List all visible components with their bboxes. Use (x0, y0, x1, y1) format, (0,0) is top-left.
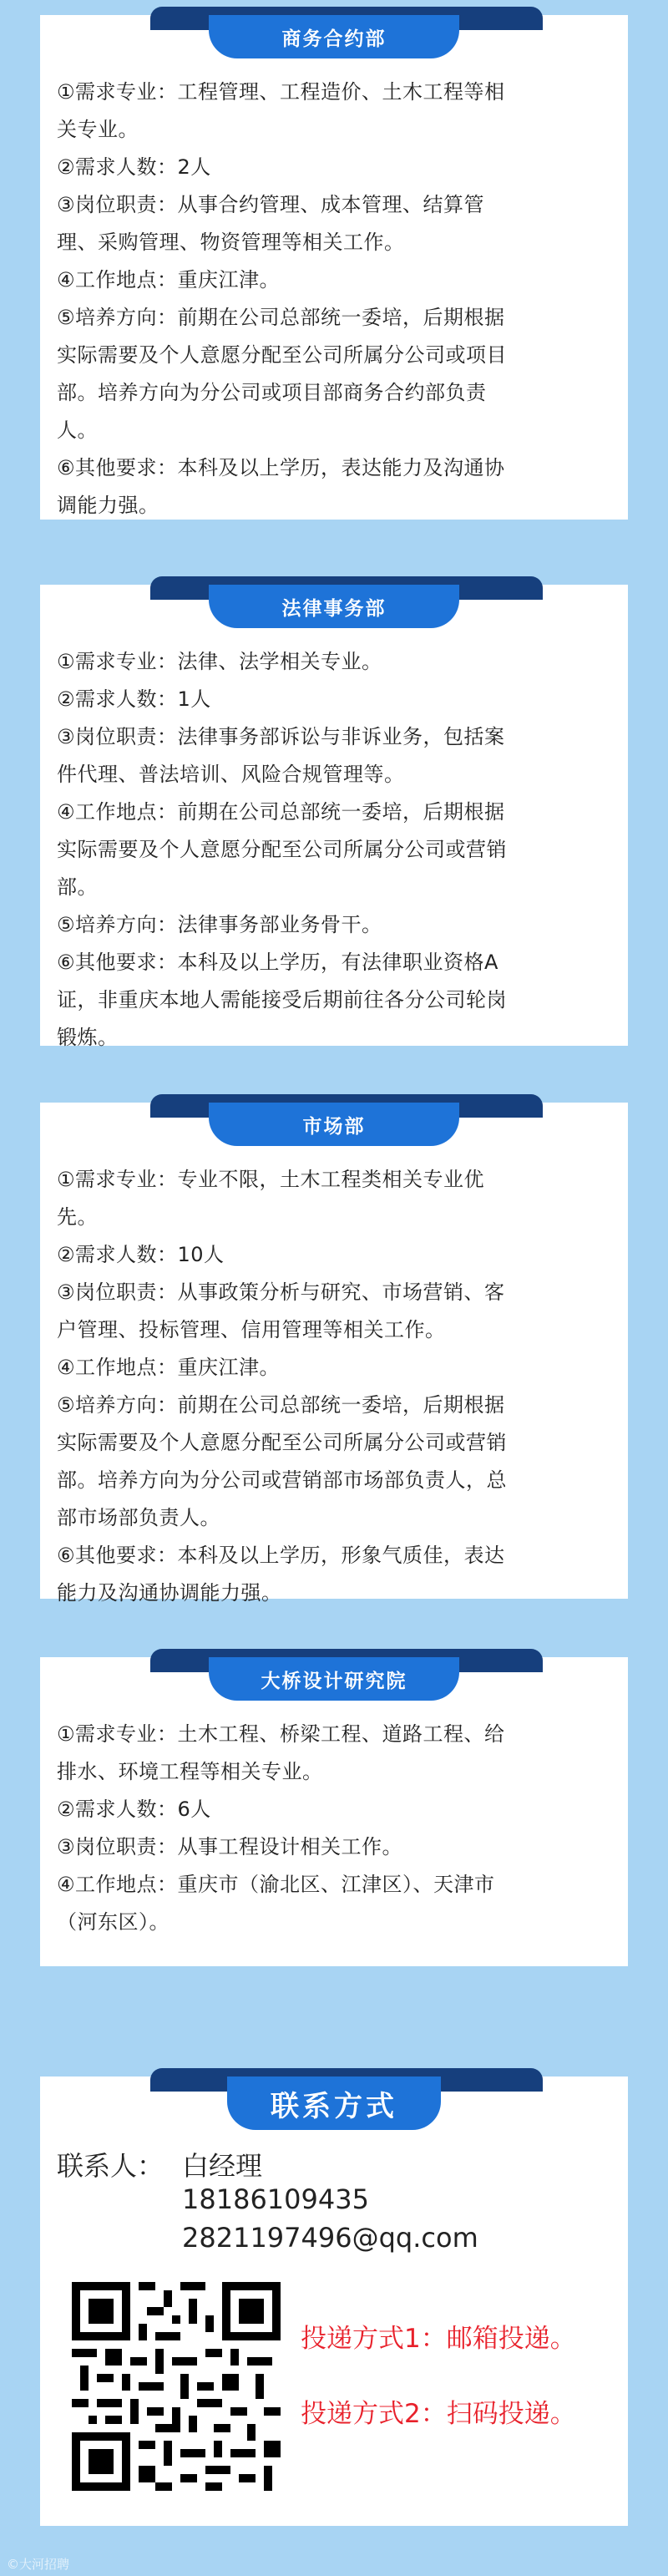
text-line: 部市场部负责人。 (57, 1506, 220, 1529)
section-title: 市场部 (209, 1103, 459, 1146)
text-line: ③岗位职责：从事合约管理、成本管理、结算管 (57, 193, 485, 216)
text-line: 件代理、普法培训、风险合规管理等。 (57, 763, 405, 786)
section-card-legal (40, 585, 628, 1049)
contact-title: 联系方式 (227, 2077, 441, 2130)
text-line: ④工作地点：前期在公司总部统一委培，后期根据 (57, 800, 505, 824)
text-line: 部。培养方向为分公司或项目部商务合约部负责 (57, 381, 487, 404)
text-line: ⑤培养方向：前期在公司总部统一委培，后期根据 (57, 1393, 505, 1417)
text-line: （河东区）。 (57, 1910, 170, 1934)
contact-email[interactable]: 2821197496@qq.com (182, 2222, 478, 2254)
text-line: ④工作地点：重庆市（渝北区、江津区）、天津市 (57, 1873, 495, 1896)
text-line: 证，非重庆本地人需能接受后期前往各分公司轮岗 (57, 988, 507, 1012)
text-line: 实际需要及个人意愿分配至公司所属分公司或项目 (57, 343, 507, 367)
text-line: 先。 (57, 1205, 98, 1229)
section-card-bridge-design (40, 1657, 628, 1966)
text-line: 部。 (57, 875, 98, 899)
text-line: 调能力强。 (57, 494, 159, 517)
text-line: ⑥其他要求：本科及以上学历，形象气质佳，表达 (57, 1544, 505, 1567)
text-line: 部。培养方向为分公司或营销部市场部负责人，总 (57, 1468, 507, 1492)
watermark-text: ©大河招聘 (7, 2557, 70, 2572)
text-line: ②需求人数：2人 (57, 155, 211, 179)
text-line: ⑤培养方向：前期在公司总部统一委培，后期根据 (57, 306, 505, 329)
text-line: 能力及沟通协调能力强。 (57, 1581, 282, 1605)
text-line: ①需求专业：专业不限，土木工程类相关专业优 (57, 1168, 485, 1191)
text-line: ③岗位职责：从事工程设计相关工作。 (57, 1835, 403, 1858)
qr-code-icon[interactable] (72, 2282, 281, 2491)
text-line: 排水、环境工程等相关专业。 (57, 1760, 323, 1783)
text-line: 实际需要及个人意愿分配至公司所属分公司或营销 (57, 838, 507, 861)
contact-phone[interactable]: 18186109435 (182, 2183, 369, 2215)
text-line: ⑥其他要求：本科及以上学历，有法律职业资格A (57, 951, 498, 974)
delivery-method-scan: 投递方式2：扫码投递。 (301, 2399, 576, 2429)
text-line: ③岗位职责：从事政策分析与研究、市场营销、客 (57, 1280, 505, 1304)
text-line: ⑤培养方向：法律事务部业务骨干。 (57, 913, 382, 936)
text-line: 关专业。 (57, 118, 139, 141)
text-line: ⑥其他要求：本科及以上学历，表达能力及沟通协 (57, 456, 505, 479)
delivery-method-email: 投递方式1：邮箱投递。 (301, 2324, 576, 2354)
contact-card (40, 2077, 628, 2526)
text-line: ③岗位职责：法律事务部诉讼与非诉业务，包括案 (57, 725, 505, 748)
text-line: 理、采购管理、物资管理等相关工作。 (57, 231, 405, 254)
text-line: 户管理、投标管理、信用管理等相关工作。 (57, 1318, 446, 1341)
text-line: ④工作地点：重庆江津。 (57, 268, 281, 292)
text-line: 人。 (57, 418, 98, 442)
section-title: 法律事务部 (209, 585, 459, 628)
contact-name: 白经理 (182, 2150, 263, 2182)
text-line: ②需求人数：6人 (57, 1798, 211, 1821)
text-line: ②需求人数：1人 (57, 687, 211, 711)
section-card-business-contract (40, 15, 628, 520)
text-line: ①需求专业：工程管理、工程造价、土木工程等相 (57, 80, 505, 104)
contact-label: 联系人： (57, 2150, 164, 2182)
text-line: 实际需要及个人意愿分配至公司所属分公司或营销 (57, 1431, 507, 1454)
section-card-marketing (40, 1103, 628, 1605)
text-line: 锻炼。 (57, 1026, 119, 1049)
text-line: ①需求专业：土木工程、桥梁工程、道路工程、给 (57, 1722, 505, 1746)
section-title: 大桥设计研究院 (209, 1657, 459, 1701)
section-title: 商务合约部 (209, 15, 459, 58)
text-line: ①需求专业：法律、法学相关专业。 (57, 650, 382, 673)
text-line: ④工作地点：重庆江津。 (57, 1356, 281, 1379)
text-line: ②需求人数：10人 (57, 1243, 225, 1266)
